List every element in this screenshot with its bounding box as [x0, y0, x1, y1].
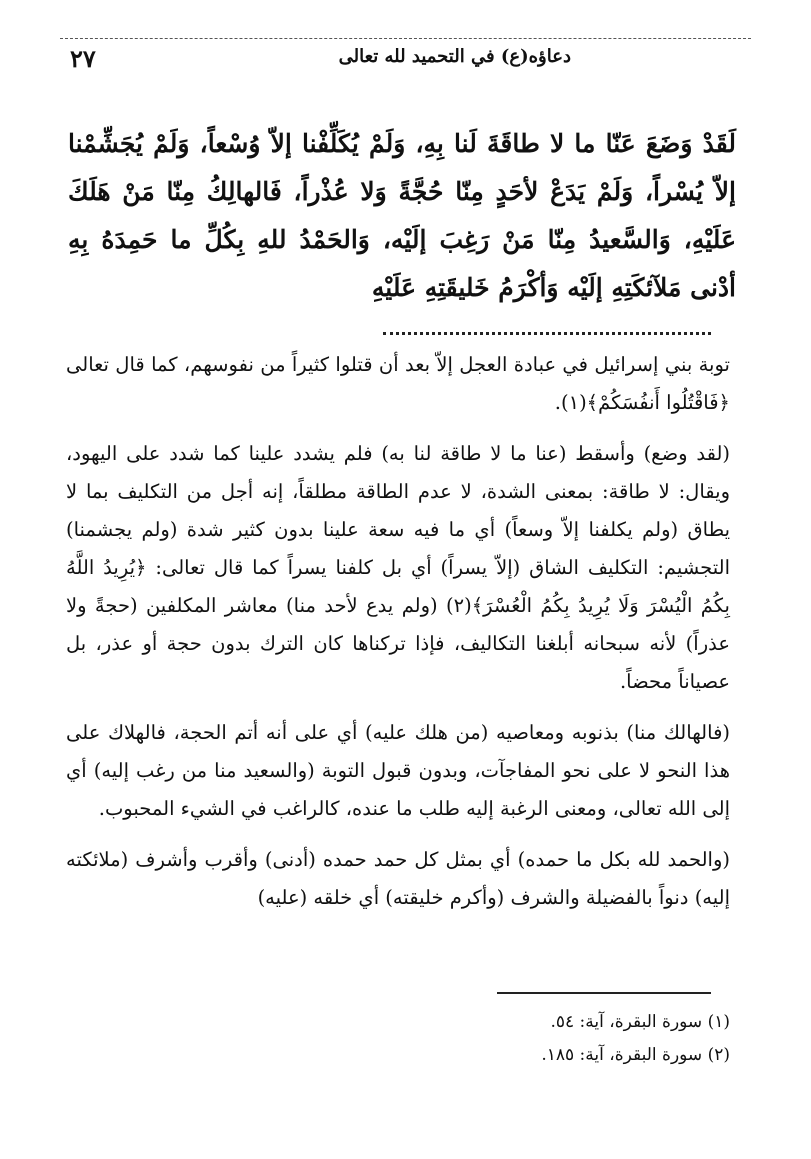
commentary-paragraph: (فالهالك منا) بذنوبه ومعاصيه (من هلك عليه) أي على أنه أتم الحجة، فالهلاك على هذا النحو لا على نحو المفاجآت، وبدون قبول التوبة (والسعيد منا من رغب إليه) أي إلى الله تعالى، ومعنى الرغبة إليه طلب ما عنده، كالراغب في الشيء المحبوب.	[66, 721, 730, 820]
running-head: دعاؤه(ع) في التحميد لله تعالى	[338, 46, 571, 67]
footnote-rule	[497, 992, 711, 994]
page-number: ٢٧	[70, 44, 96, 73]
page-header	[60, 30, 751, 80]
commentary	[66, 346, 730, 930]
footnote: (٢) سورة البقرة، آية: ١٨٥.	[541, 1045, 730, 1065]
commentary-paragraph: (لقد وضع) وأسقط (عنا ما لا طاقة لنا به) فلم يشدد علينا كما شدد على اليهود، ويقال: لا طاقة: بمعنى الشدة، لا عدم الطاقة مطلقاً، إنه أجل من التكليف بما لا يطاق (ولم يكلفنا إلاّ وسعاً) أي ما فيه سعة علينا بدون كثير شدة (ولم يجشمنا) التجشيم: التكليف الشاق (إلاّ يسراً) أي بل كلفنا يسراً كما قال تعالى: ﴿يُرِيدُ اللَّهُ بِكُمُ الْيُسْرَ وَلَا يُرِيدُ بِكُمُ الْعُسْرَ﴾(٢) (ولم يدع لأحد منا) معاشر المكلفين (حجةً ولا عذراً) لأنه سبحانه أبلغنا التكاليف، فإذا تركناها كان الترك بدون حجة أو عذر، بل عصياناً محضاً.	[66, 442, 730, 693]
footnote: (١) سورة البقرة، آية: ٥٤.	[550, 1012, 730, 1032]
header-rule	[60, 38, 751, 39]
footnotes	[300, 1006, 730, 1072]
commentary-paragraph: (والحمد لله بكل ما حمده) أي بمثل كل حمد حمده (أدنى) وأقرب وأشرف (ملائكته إليه) دنواً بالفضيلة والشرف (وأكرم خليقته) أي خلقه (عليه)	[66, 848, 730, 909]
supplication-text: لَقَدْ وَضَعَ عَنّا ما لا طاقَةَ لَنا بِهِ، وَلَمْ يُكَلِّفْنا إلاّ وُسْعاً، وَلَمْ يُجَشِّمْنا إلاّ يُسْراً، وَلَمْ يَدَعْ لأحَدٍ مِنّا حُجَّةً وَلا عُذْراً، فَالهالِكُ مِنّا مَنْ هَلَكَ عَلَيْهِ، وَالسَّعيدُ مِنّا مَنْ رَغِبَ إلَيْه، وَالحَمْدُ للهِ بِكُلِّ ما حَمِدَهُ بِهِ أدْنى مَلآئكَتِهِ إلَيْه وَأكْرَمُ خَليقَتِهِ عَلَيْهِ	[68, 129, 736, 302]
section-divider	[383, 332, 711, 335]
commentary-paragraph: توبة بني إسرائيل في عبادة العجل إلاّ بعد أن قتلوا كثيراً من نفوسهم، كما قال تعالى ﴿فَاقْتُلُوا أَنفُسَكُمْ﴾(١).	[66, 353, 730, 414]
